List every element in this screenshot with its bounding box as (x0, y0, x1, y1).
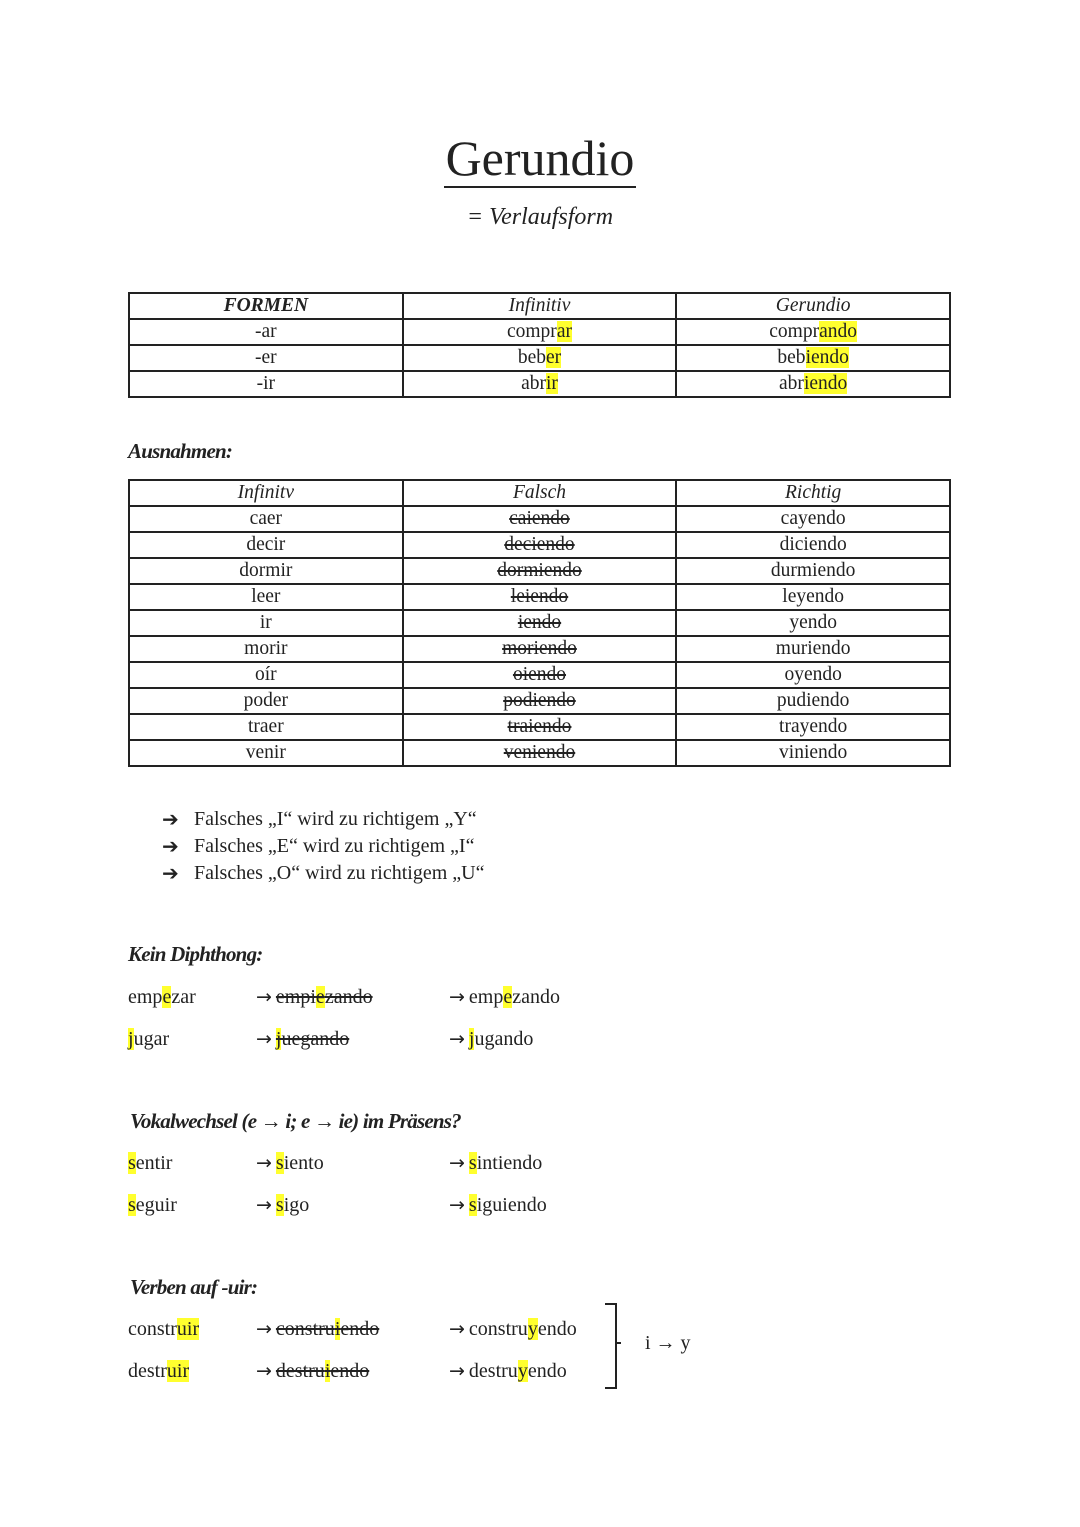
table-header-row (129, 480, 950, 506)
kein-diphthong-heading: Kein Diphthong: (128, 942, 263, 966)
column-header: Infinitv (129, 480, 403, 506)
table-row (129, 740, 950, 766)
table-row (129, 714, 950, 740)
arrow-icon: → (256, 1028, 272, 1050)
table-row (129, 662, 950, 688)
wrong-form-cell: oiendo (403, 662, 677, 688)
wrong-form-cell: iendo (403, 610, 677, 636)
arrow-icon: → (256, 1318, 272, 1340)
verb-infinitive: empezar (128, 986, 196, 1008)
arrow-icon: → (449, 1194, 465, 1216)
table-row (129, 558, 950, 584)
column-header: Gerundio (676, 293, 950, 319)
infinitive-cell: caer (129, 506, 403, 532)
arrow-icon: ➔ (162, 807, 179, 831)
list-item: ➔ Falsches „O“ wird zu richtigem „U“ (162, 861, 485, 885)
arrow-icon: → (256, 986, 272, 1008)
arrow-icon: ➔ (162, 834, 179, 858)
table-row (129, 532, 950, 558)
arrow-icon: → (449, 1318, 465, 1340)
arrow-icon: → (256, 1360, 272, 1382)
infinitive-cell: morir (129, 636, 403, 662)
verb-infinitive: destruir (128, 1360, 190, 1382)
exceptions-table (128, 479, 951, 767)
present-form: → siento (256, 1152, 324, 1174)
infinitive-cell: poder (129, 688, 403, 714)
exceptions-heading: Ausnahmen: (128, 439, 233, 463)
page-title: Gerundio (445, 130, 635, 186)
ending-cell: -ir (129, 371, 403, 397)
correct-form: → sintiendo (449, 1152, 543, 1174)
correct-form-cell: viniendo (676, 740, 950, 766)
arrow-icon: → (449, 1028, 465, 1050)
rules-list (162, 806, 484, 887)
infinitive-cell: comprar (403, 319, 677, 345)
correct-form: → jugando (449, 1028, 534, 1050)
forms-table (128, 292, 951, 398)
correct-form: → destruyendo (449, 1360, 567, 1382)
arrow-icon: → (449, 1360, 465, 1382)
table-row (129, 319, 950, 345)
page-subtitle: = Verlaufsform (466, 204, 614, 230)
infinitive-cell: leer (129, 584, 403, 610)
wrong-form: → juegando (256, 1028, 350, 1050)
correct-form-cell: muriendo (676, 636, 950, 662)
gerund-cell: comprando (676, 319, 950, 345)
arrow-icon: → (256, 1152, 272, 1174)
gerund-cell: abriendo (676, 371, 950, 397)
list-item: ➔ Falsches „I“ wird zu richtigem „Y“ (162, 807, 477, 831)
right-bracket (605, 1303, 617, 1389)
correct-form-cell: oyendo (676, 662, 950, 688)
wrong-form-cell: podiendo (403, 688, 677, 714)
table-row (129, 371, 950, 397)
arrow-icon: → (449, 986, 465, 1008)
infinitive-cell: dormir (129, 558, 403, 584)
wrong-form-cell: veniendo (403, 740, 677, 766)
infinitive-cell: oír (129, 662, 403, 688)
verben-uir-heading: Verben auf -uir: (130, 1275, 258, 1299)
correct-form-cell: cayendo (676, 506, 950, 532)
arrow-icon: → (256, 1194, 272, 1216)
present-form: → sigo (256, 1194, 310, 1216)
infinitive-cell: venir (129, 740, 403, 766)
wrong-form-cell: traiendo (403, 714, 677, 740)
table-header-row (129, 293, 950, 319)
bracket-tick (615, 1342, 621, 1344)
infinitive-cell: ir (129, 610, 403, 636)
wrong-form-cell: deciendo (403, 532, 677, 558)
correct-form: → construyendo (449, 1318, 577, 1340)
wrong-form: → empiezando (256, 986, 373, 1008)
infinitive-cell: decir (129, 532, 403, 558)
wrong-form: → destruiendo (256, 1360, 370, 1382)
table-row (129, 688, 950, 714)
correct-form: → siguiendo (449, 1194, 547, 1216)
correct-form-cell: leyendo (676, 584, 950, 610)
infinitive-cell: traer (129, 714, 403, 740)
ending-cell: -er (129, 345, 403, 371)
wrong-form-cell: dormiendo (403, 558, 677, 584)
table-row (129, 345, 950, 371)
arrow-icon: ➔ (162, 861, 179, 885)
arrow-icon: → (449, 1152, 465, 1174)
wrong-form-cell: caiendo (403, 506, 677, 532)
table-row (129, 584, 950, 610)
verb-infinitive: seguir (128, 1194, 177, 1216)
list-item: ➔ Falsches „E“ wird zu richtigem „I“ (162, 834, 475, 858)
column-header: Falsch (403, 480, 677, 506)
correct-form-cell: yendo (676, 610, 950, 636)
column-header: Infinitiv (403, 293, 677, 319)
correct-form-cell: pudiendo (676, 688, 950, 714)
column-header: Richtig (676, 480, 950, 506)
column-header: FORMEN (129, 293, 403, 319)
verb-infinitive: jugar (128, 1028, 170, 1050)
infinitive-cell: abrir (403, 371, 677, 397)
table-row (129, 636, 950, 662)
vokalwechsel-heading: Vokalwechsel (e → i; e → ie) im Präsens? (130, 1109, 461, 1133)
correct-form-cell: trayendo (676, 714, 950, 740)
table-row (129, 506, 950, 532)
correct-form-cell: durmiendo (676, 558, 950, 584)
gerund-cell: bebiendo (676, 345, 950, 371)
rule-note: i → y (645, 1332, 691, 1354)
wrong-form-cell: leiendo (403, 584, 677, 610)
correct-form-cell: diciendo (676, 532, 950, 558)
correct-form: → empezando (449, 986, 561, 1008)
wrong-form: → construiendo (256, 1318, 380, 1340)
infinitive-cell: beber (403, 345, 677, 371)
ending-cell: -ar (129, 319, 403, 345)
verb-infinitive: sentir (128, 1152, 173, 1174)
verb-infinitive: construir (128, 1318, 200, 1340)
table-row (129, 610, 950, 636)
wrong-form-cell: moriendo (403, 636, 677, 662)
